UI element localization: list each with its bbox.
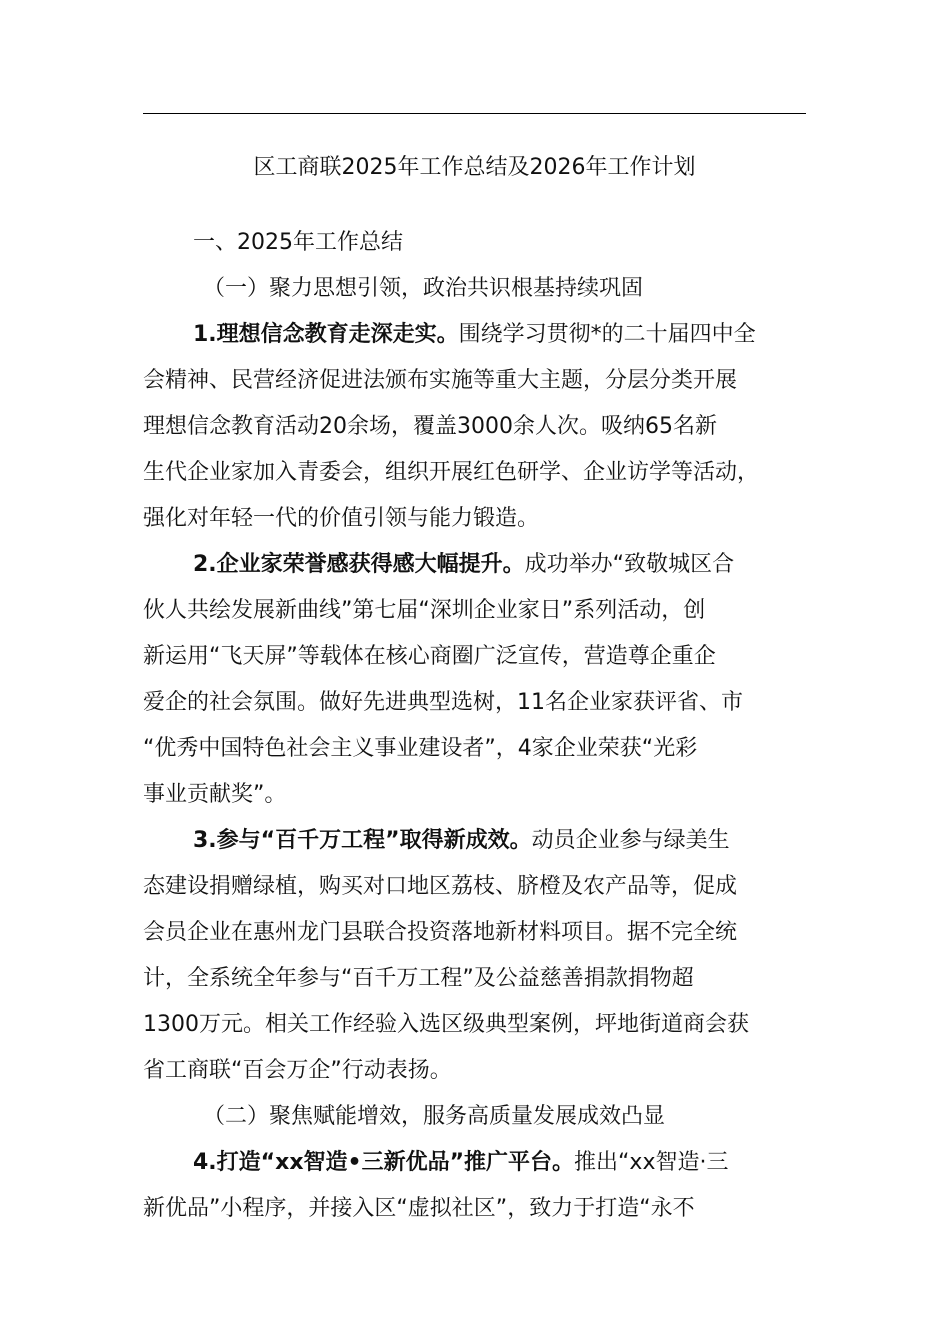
item-heading: 2.企业家荣誉感获得感大幅提升。 [193, 552, 525, 577]
paragraph-line [143, 818, 819, 864]
paragraph-line: 强化对年轻一代的价值引领与能力锻造。 [143, 506, 540, 531]
paragraph-line: 理想信念教育活动20余场，覆盖3000余人次。吸纳65名新 [143, 414, 717, 439]
item-heading: 4.打造“xx智造•三新优品”推广平台。 [193, 1150, 575, 1175]
paragraph-line: 省工商联“百会万企”行动表扬。 [143, 1058, 452, 1083]
paragraph-line: 态建设捐赠绿植，购买对口地区荔枝、脐橙及农产品等，促成 [143, 874, 738, 899]
item-text: 动员企业参与绿美生 [531, 828, 730, 853]
paragraph-line: 爱企的社会氛围。做好先进典型选树，11名企业家获评省、市 [143, 690, 743, 715]
paragraph-line [143, 312, 819, 358]
subsection-heading: （二）聚焦赋能增效，服务高质量发展成效凸显 [203, 1104, 666, 1129]
item-text: 推出“xx智造·三 [574, 1150, 729, 1175]
paragraph-line: 事业贡献奖”。 [143, 782, 287, 807]
subsection-heading: （一）聚力思想引领，政治共识根基持续巩固 [203, 276, 644, 301]
section-heading: 一、2025年工作总结 [193, 230, 403, 255]
document-title: 区工商联2025年工作总结及2026年工作计划 [253, 155, 696, 180]
paragraph-line: 会精神、民营经济促进法颁布实施等重大主题，分层分类开展 [143, 368, 738, 393]
paragraph-line: 伙人共绘发展新曲线”第七届“深圳企业家日”系列活动，创 [143, 598, 706, 623]
document-body [143, 220, 819, 1232]
paragraph-line [143, 542, 819, 588]
paragraph-line: 计，全系统全年参与“百千万工程”及公益慈善捐款捐物超 [143, 966, 694, 991]
item-heading: 3.参与“百千万工程”取得新成效。 [193, 828, 532, 853]
paragraph-line: 生代企业家加入青委会，组织开展红色研学、企业访学等活动， [143, 460, 760, 485]
item-heading: 1.理想信念教育走深走实。 [193, 322, 459, 347]
paragraph-line: 1300万元。相关工作经验入选区级典型案例，坪地街道商会获 [143, 1012, 749, 1037]
item-text: 围绕学习贯彻*的二十届四中全 [458, 322, 756, 347]
header-rule [143, 113, 806, 114]
paragraph-line [143, 1140, 819, 1186]
item-text: 成功举办“致敬城区合 [524, 552, 735, 577]
paragraph-line: 新优品”小程序，并接入区“虚拟社区”，致力于打造“永不 [143, 1196, 695, 1221]
paragraph-line: “优秀中国特色社会主义事业建设者”，4家企业荣获“光彩 [143, 736, 698, 761]
paragraph-line: 新运用“飞天屏”等载体在核心商圈广泛宣传，营造尊企重企 [143, 644, 716, 669]
paragraph-line: 会员企业在惠州龙门县联合投资落地新材料项目。据不完全统 [143, 920, 738, 945]
